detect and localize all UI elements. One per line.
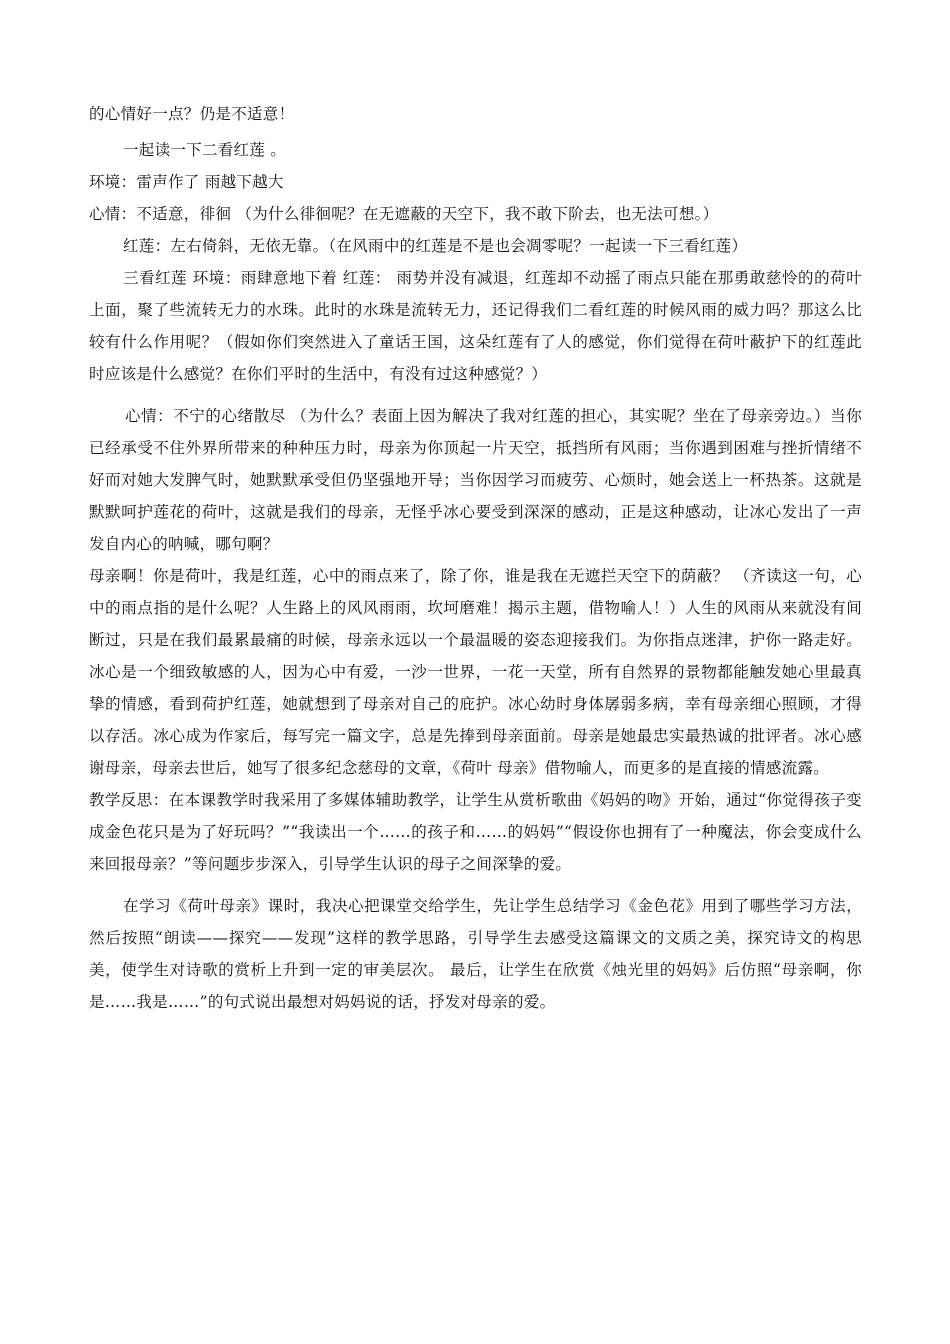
paragraph-6: 三看红莲 环境：雨肆意地下着 红莲： 雨势并没有减退，红莲却不动摇了雨点只能在那勇敢慈怜的的荷叶上面，聚了些流转无力的水珠。此时的水珠是流转无力，还记得我们二看红莲的时候风雨的威力吗？那这么比较有什么作用呢？（假如你们突然进入了童话王国，这朵红莲有了人的感觉，你们觉得在荷叶蔽护下的红莲此时应该是什么感觉？在你们平时的生活中，有没有过这种感觉？） [89,269,862,383]
paragraph-4: 心情：不适意，徘徊 （为什么徘徊呢？在无遮蔽的天空下，我不敢下阶去，也无法可想。） [89,205,719,223]
paragraph-8: 母亲啊！你是荷叶，我是红莲，心中的雨点来了，除了你，谁是我在无遮拦天空下的荫蔽？ （齐读这一句，心中的雨点指的是什么呢？人生路上的风风雨雨，坎坷磨难！揭示主题，借物喻人！）人生的风雨从来就没有间断过，只是在我们最累最痛的时候，母亲永远以一个最温暖的姿态迎接我们。为你指点迷津，护你一路走好。冰心是一个细致敏感的人，因为心中有爱，一沙一世界，一花一天堂，所有自然界的景物都能触发她心里最真挚的情感，看到荷护红莲，她就想到了母亲对自己的庇护。冰心幼时身体孱弱多病，幸有母亲细心照顾，才得以存活。冰心成为作家后，每写完一篇文字，总是先捧到母亲面前。母亲是她最忠实最热诚的批评者。冰心感谢母亲，母亲去世后，她写了很多纪念慈母的文章，《荷叶 母亲》借物喻人，而更多的是直接的情感流露。 [89,567,862,777]
paragraph-10: 在学习《荷叶母亲》课时，我决心把课堂交给学生，先让学生总结学习《金色花》用到了哪些学习方法，然后按照“朗读——探究——发现”这样的教学思路，引导学生去感受这篇课文的文质之美，探究诗文的构思美，使学生对诗歌的赏析上升到一定的审美层次。 最后，让学生在欣赏《烛光里的妈妈》后仿照“母亲啊，你是……我是……”的句式说出最想对妈妈说的话，抒发对母亲的爱。 [89,897,862,1011]
paragraph-9: 教学反思：在本课教学时我采用了多媒体辅助教学，让学生从赏析歌曲《妈妈的吻》开始，通过“你觉得孩子变成金色花只是为了好玩吗？”“我读出一个……的孩子和……的妈妈”“假设你也拥有了一种魔法，你会变成什么来回报母亲？”等问题步步深入，引导学生认识的母子之间深挚的爱。 [89,791,862,873]
paragraph-3: 环境：雷声作了 雨越下越大 [89,173,284,191]
document-page [89,98,862,1018]
paragraph-5: 红莲：左右倚斜，无依无靠。（在风雨中的红莲是不是也会凋零呢？一起读一下三看红莲） [123,237,748,255]
paragraph-1: 的心情好一点？仍是不适意！ [89,105,295,123]
paragraph-2: 一起读一下二看红莲 。 [123,141,287,159]
paragraph-7: 心情：不宁的心绪散尽 （为什么？表面上因为解决了我对红莲的担心，其实呢？坐在了母亲旁边。）当你已经承受不住外界所带来的种种压力时，母亲为你顶起一片天空，抵挡所有风雨；当你遇到困难与挫折情绪不好而对她大发脾气时，她默默承受但仍坚强地开导；当你因学习而疲劳、心烦时，她会送上一杯热茶。这就是默默呵护莲花的荷叶，这就是我们的母亲，无怪乎冰心要受到深深的感动，正是这种感动，让冰心发出了一声发自内心的呐喊，哪句啊？ [89,407,862,553]
